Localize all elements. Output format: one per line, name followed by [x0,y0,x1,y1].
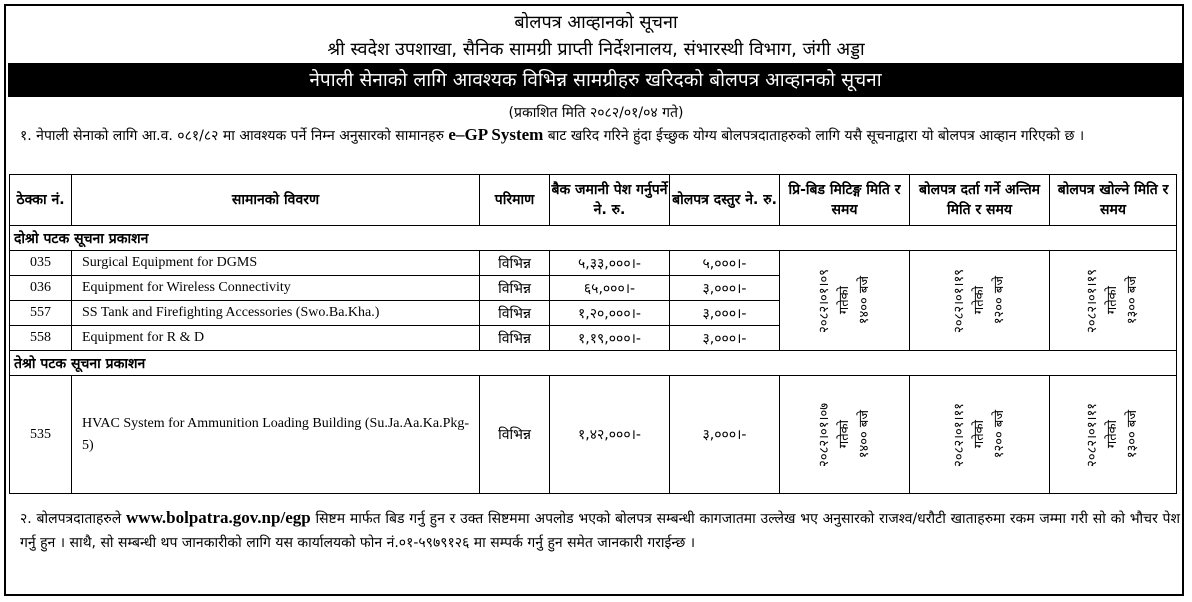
submission-time: १२०० बजे [991,410,1007,459]
quantity: विभिन्न [480,376,550,494]
table-row [10,376,1177,494]
para2-suffix: सिष्टम मार्फत बिड गर्नु हुन र उक्त सिष्टममा अपलोड भएको बोलपत्र सम्बन्धी कागजातमा उल्लेख भए अनुसारको राजश्व/धरौटी खाताहरुमा रकम जम्मा गरी सो को भौचर पेश गर्नु हुन । साथै, सो सम्बन्धी थप जानकारीको लागि यस कार्यालयको फोन नं.०१-५९७९१२६ मा सम्पर्क गर्नु हुन समेत जानकारी गराईन्छ । [20,511,1181,551]
header-submission: बोलपत्र दर्ता गर्ने अन्तिम मिति र समय [910,175,1050,226]
item-description: Surgical Equipment for DGMS [72,251,480,276]
prebid-time: १४०० बजे [856,410,872,459]
item-description: SS Tank and Firefighting Accessories (Swo.Ba.Kha.) [72,301,480,326]
prebid-gate: गतेको [836,286,852,315]
submission-date: २०८२।०१।१९ [951,268,967,333]
header-fee: बोलपत्र दस्तुर ने. रु. [670,175,780,226]
item-description: HVAC System for Ammunition Loading Building (Su.Ja.Aa.Ka.Pkg-5) [72,376,480,494]
fee: ३,०००।- [670,376,780,494]
prebid-date-3 [780,376,910,494]
submission-gate: गतेको [971,420,987,449]
bank-guarantee: १,४२,०००।- [550,376,670,494]
paragraph-1 [20,123,1180,148]
submission-date-2 [910,251,1050,351]
opening-gate: गतेको [1105,286,1120,315]
opening-date: २०८२।०१।११ [1085,402,1100,467]
section-second-publication: दोश्रो पटक सूचना प्रकाशन [10,226,1177,251]
header-contract-no: ठेक्का नं. [10,175,72,226]
prebid-time: १४०० बजे [856,276,872,325]
opening-time: १३०० बजे [1125,410,1140,459]
prebid-date: २०८२।०१।०७ [816,402,832,467]
item-description: Equipment for R & D [72,326,480,351]
opening-gate: गतेको [1105,420,1120,449]
opening-date-3 [1050,376,1177,494]
item-description: Equipment for Wireless Connectivity [72,276,480,301]
quantity: विभिन्न [480,251,550,276]
bank-guarantee: ६५,०००।- [550,276,670,301]
header-prebid: प्रि-बिड मिटिङ्ग मिति र समय [780,175,910,226]
table-row [10,251,1177,276]
contract-no: 535 [10,376,72,494]
submission-gate: गतेको [971,286,987,315]
quantity: विभिन्न [480,301,550,326]
opening-date-2 [1050,251,1177,351]
tender-table [9,174,1177,494]
notice-title: बोलपत्र आव्हानको सूचना [514,12,678,33]
quantity: विभिन्न [480,276,550,301]
bank-guarantee: ५,३३,०००।- [550,251,670,276]
submission-date: २०८२।०१।११ [951,402,967,467]
contract-no: 558 [10,326,72,351]
header-bank-guarantee: बैक जमानी पेश गर्नुपर्ने ने. रु. [550,175,670,226]
bank-guarantee: १,२०,०००।- [550,301,670,326]
opening-time: १३०० बजे [1125,276,1140,325]
prebid-gate: गतेको [836,420,852,449]
header-opening: बोलपत्र खोल्ने मिति र समय [1050,175,1177,226]
opening-date: २०८२।०१।१९ [1085,268,1100,333]
quantity: विभिन्न [480,326,550,351]
para1-prefix: १. नेपाली सेनाको लागि आ.व. ०८१/८२ मा आवश्यक पर्ने निम्न अनुसारको सामानहरु [20,128,444,144]
notice-banner: नेपाली सेनाको लागि आवश्यक विभिन्न सामग्रीहरु खरिदको बोलपत्र आव्हानको सूचना [8,63,1183,97]
para2-prefix: २. बोलपत्रदाताहरुले [20,511,122,527]
header-description: सामानको विवरण [72,175,480,226]
submission-time: १२०० बजे [991,276,1007,325]
prebid-date-2 [780,251,910,351]
submission-date-3 [910,376,1050,494]
bank-guarantee: १,१९,०००।- [550,326,670,351]
section-third-publication: तेश्रो पटक सूचना प्रकाशन [10,351,1177,376]
contract-no: 036 [10,276,72,301]
office-name: श्री स्वदेश उपशाखा, सैनिक सामग्री प्राप्ती निर्देशनालय, संभारस्थी विभाग, जंगी अड्डा [327,39,865,60]
egp-system: e–GP System [448,125,544,144]
fee: ३,०००।- [670,276,780,301]
contract-no: 035 [10,251,72,276]
contract-no: 557 [10,301,72,326]
para1-suffix: बाट खरिद गरिने हुंदा ईच्छुक योग्य बोलपत्रदाताहरुको लागि यसै सूचनाद्वारा यो बोलपत्र आव्हान गरिएको छ । [547,128,1085,144]
fee: ३,०००।- [670,326,780,351]
bolpatra-link[interactable]: www.bolpatra.gov.np/egp [126,508,311,527]
header-quantity: परिमाण [480,175,550,226]
prebid-date: २०८२।०१।०९ [816,268,832,333]
fee: ५,०००।- [670,251,780,276]
paragraph-2 [20,506,1180,555]
published-date: (प्रकाशित मिति २०८२/०१/०४ गते) [508,105,684,121]
fee: ३,०००।- [670,301,780,326]
